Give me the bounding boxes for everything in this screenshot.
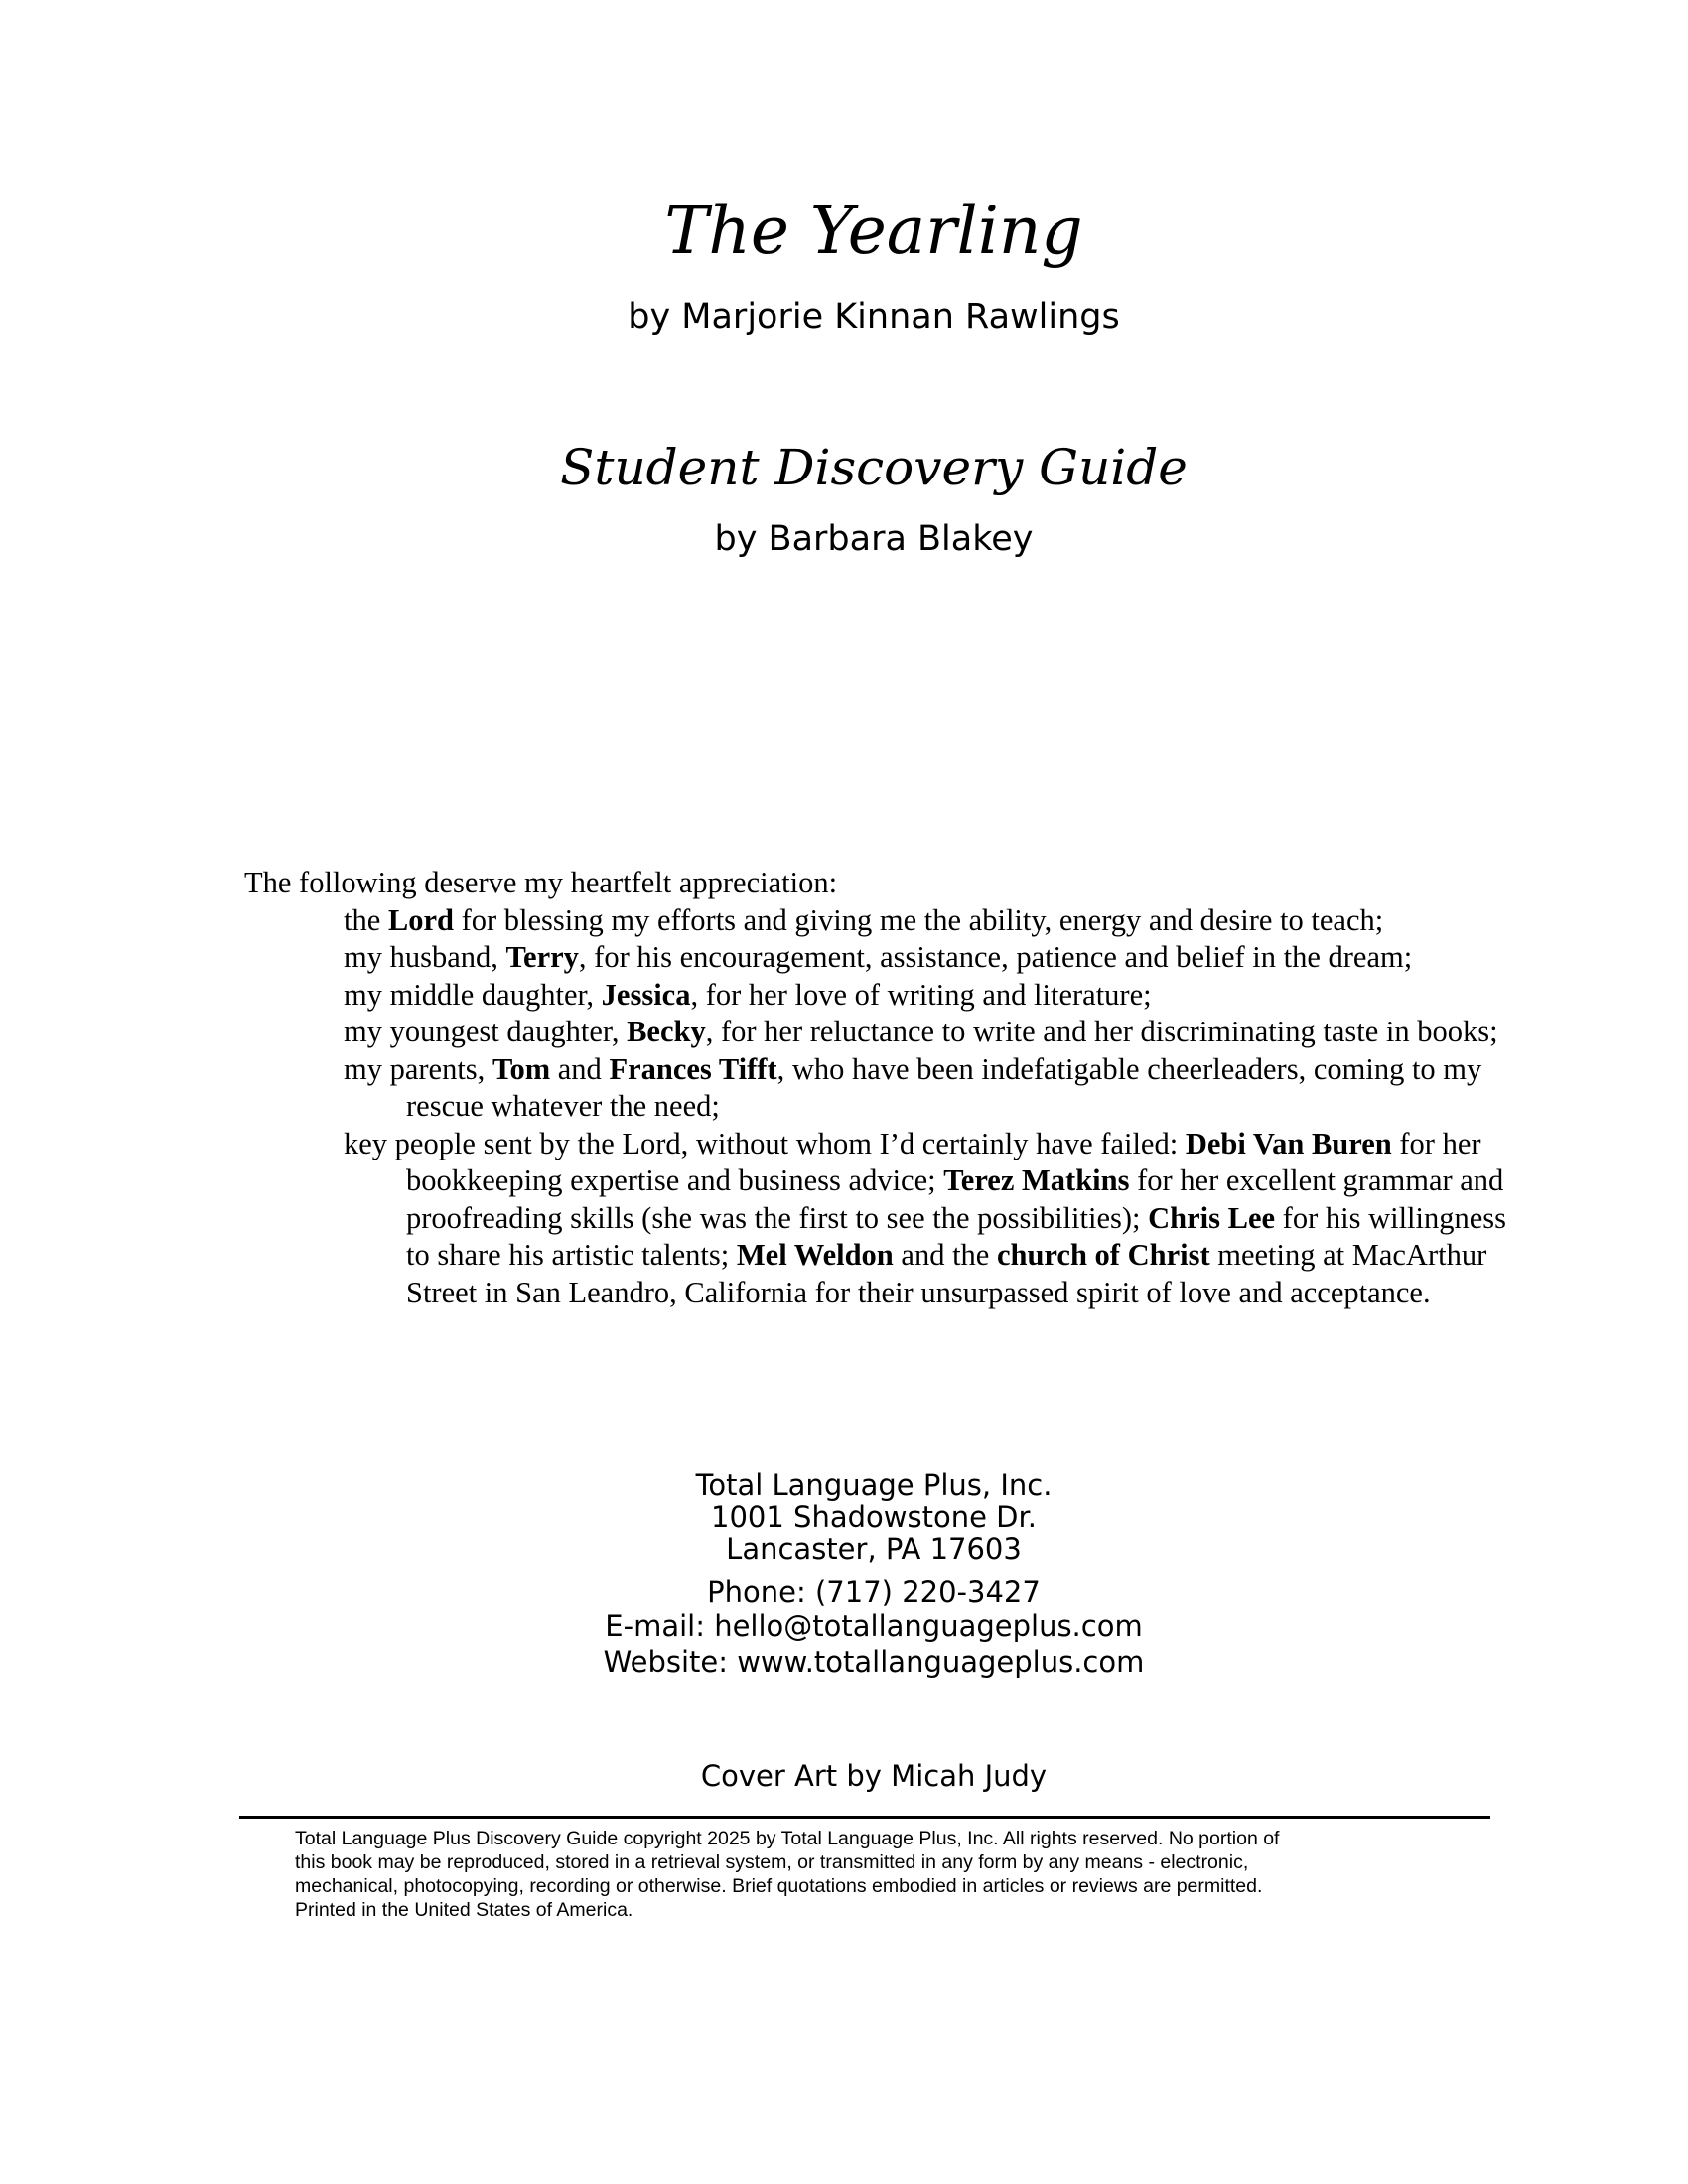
- acknowledgment-text: my parents,: [344, 1051, 492, 1086]
- publisher-website: Website: www.totallanguageplus.com: [603, 1645, 1145, 1679]
- acknowledgment-item: [344, 1051, 1535, 1126]
- acknowledged-name: Jessica: [601, 977, 691, 1012]
- cover-art-credit: Cover Art by Micah Judy: [700, 1759, 1048, 1793]
- acknowledgment-text: my husband,: [344, 940, 506, 974]
- acknowledgment-text: and the: [893, 1238, 997, 1272]
- acknowledgment-text: and: [550, 1051, 610, 1086]
- book-title: The Yearling: [664, 193, 1083, 269]
- acknowledged-name: Terez Matkins: [943, 1163, 1130, 1197]
- book-author: by Marjorie Kinnan Rawlings: [628, 297, 1120, 337]
- publisher-email: E-mail: hello@totallanguageplus.com: [605, 1609, 1143, 1643]
- acknowledged-name: Lord: [387, 902, 454, 937]
- acknowledgment-item: [344, 1126, 1535, 1312]
- acknowledged-name: Debi Van Buren: [1185, 1126, 1392, 1160]
- acknowledgment-text: my youngest daughter,: [344, 1015, 628, 1048]
- acknowledgment-text: for her excellent grammar and proofreading skills (she was the first to see the possibilities);: [406, 1163, 1504, 1235]
- guide-author: by Barbara Blakey: [714, 519, 1034, 559]
- acknowledgment-text: , who have been indefatigable cheerleaders, coming to my rescue whatever the need;: [406, 1051, 1482, 1123]
- acknowledged-name: Tom: [492, 1051, 551, 1086]
- acknowledgment-text: for his willingness to share his artistic talents;: [406, 1200, 1507, 1272]
- acknowledgment-item: [344, 902, 1535, 940]
- acknowledgment-text: key people sent by the Lord, without whom I’d certainly have failed:: [344, 1126, 1186, 1160]
- acknowledgment-text: , for her reluctance to write and her discriminating taste in books;: [705, 1015, 1498, 1048]
- acknowledged-name: Mel Weldon: [736, 1238, 894, 1272]
- acknowledgment-text: , for her love of writing and literature;: [690, 977, 1152, 1012]
- copyright-line: Total Language Plus Discovery Guide copyright 2025 by Total Language Plus, Inc. All rights reserved. No portion of: [295, 1828, 1280, 1849]
- publisher-address: [0, 1469, 1688, 1680]
- acknowledgment-item: [344, 1014, 1535, 1051]
- acknowledgment-item: [344, 939, 1535, 977]
- acknowledgment-text: the: [344, 902, 388, 937]
- publisher-city: Lancaster, PA 17603: [726, 1532, 1022, 1566]
- acknowledgments: [244, 865, 1535, 1311]
- acknowledgment-text: for her bookkeeping expertise and business advice;: [406, 1126, 1481, 1197]
- acknowledgments-intro: The following deserve my heartfelt appreciation:: [244, 866, 838, 899]
- acknowledged-name: Becky: [627, 1015, 706, 1048]
- guide-title: Student Discovery Guide: [560, 439, 1188, 496]
- acknowledgments-list: [244, 902, 1535, 1312]
- acknowledged-name: Chris Lee: [1148, 1200, 1276, 1235]
- acknowledgment-text: my middle daughter,: [344, 977, 602, 1012]
- publisher-name: Total Language Plus, Inc.: [695, 1468, 1053, 1502]
- acknowledgment-text: , for his encouragement, assistance, patience and belief in the dream;: [578, 940, 1413, 974]
- publisher-street: 1001 Shadowstone Dr.: [711, 1500, 1037, 1534]
- acknowledged-name: Terry: [505, 940, 579, 974]
- footer-divider: [239, 1816, 1490, 1819]
- acknowledgment-text: meeting at MacArthur Street in San Leandro, California for their unsurpassed spirit of love and acceptance.: [406, 1238, 1487, 1309]
- publisher-phone: Phone: (717) 220-3427: [707, 1575, 1041, 1609]
- copyright-line: Printed in the United States of America.: [295, 1899, 633, 1921]
- acknowledged-name: Frances Tifft: [609, 1051, 777, 1086]
- acknowledged-name: church of Christ: [996, 1238, 1210, 1272]
- acknowledgment-item: [344, 977, 1535, 1015]
- copyright-line: mechanical, photocopying, recording or otherwise. Brief quotations embodied in articles or reviews are permitted.: [295, 1875, 1263, 1897]
- acknowledgment-text: for blessing my efforts and giving me the ability, energy and desire to teach;: [453, 902, 1384, 937]
- copyright-notice: [295, 1827, 1427, 1922]
- copyright-line: this book may be reproduced, stored in a retrieval system, or transmitted in any form by any means - electronic,: [295, 1851, 1249, 1873]
